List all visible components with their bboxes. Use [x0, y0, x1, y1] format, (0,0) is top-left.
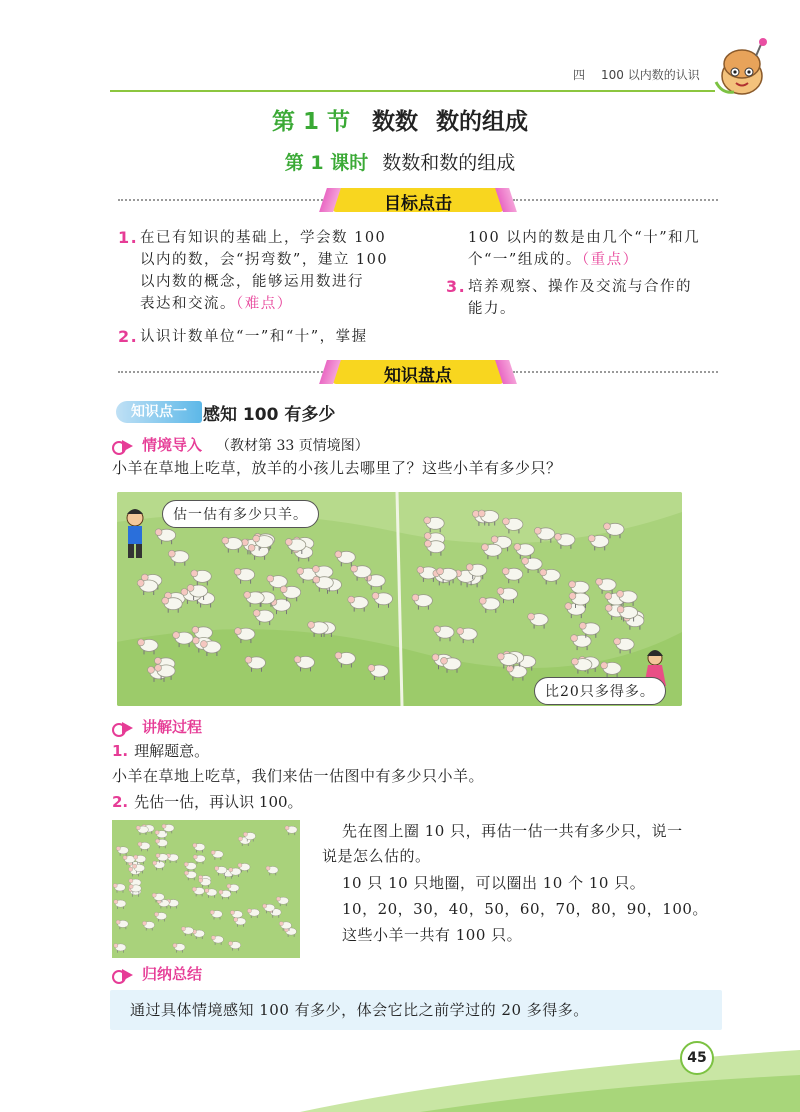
- goal-item-3: 3. 培养观察、操作及交流与合作的 能力。: [446, 277, 692, 317]
- difficulty-tag: （难点）: [236, 296, 293, 312]
- step-2-heading: 2. 先估一估，再认识 100。: [112, 793, 303, 811]
- pointer-arrow-icon: [112, 969, 136, 981]
- step-1-heading: 1. 理解题意。: [112, 742, 210, 760]
- page-number: 45: [680, 1041, 714, 1075]
- situation-heading: 情境导入 （教材第 33 页情境图）: [112, 434, 369, 455]
- chapter-title: 100 以内数的认识: [601, 68, 700, 82]
- textbook-reference: （教材第 33 页情境图）: [216, 438, 369, 454]
- footer-wave: [0, 1030, 800, 1112]
- speech-bubble-boy: 估一估有多少只羊。: [162, 500, 319, 528]
- situation-question: 小羊在草地上吃草，放羊的小孩儿去哪里了？这些小羊有多少只？: [112, 459, 562, 477]
- section-label: 第 1 节: [271, 109, 351, 135]
- chapter-number: 四: [573, 68, 586, 82]
- pointer-arrow-icon: [112, 440, 136, 452]
- goal-item-2-continued: 100 以内的数是由几个“十”和几 个“一”组成的。（重点）: [468, 230, 701, 268]
- lesson-title: [0, 148, 800, 175]
- speech-bubble-girl: 比20只多得多。: [534, 677, 666, 705]
- goals-section-bar: [118, 188, 718, 212]
- section-title-b: 数的组成: [436, 109, 529, 135]
- explain-heading: 讲解过程: [112, 716, 202, 737]
- explain-paragraph-2: 10 只 10 只地圈，可以圈出 10 个 10 只。: [342, 874, 646, 892]
- knowledge-point-title: 感知 100 有多少: [203, 405, 336, 425]
- running-header: [573, 66, 700, 83]
- explain-conclusion: 这些小羊一共有 100 只。: [342, 926, 523, 944]
- goal-item-2: 2. 认识计数单位“一”和“十”，掌握: [118, 327, 368, 346]
- lesson-title-text: 数数和数的组成: [382, 152, 516, 174]
- mascot-icon: [712, 36, 772, 98]
- summary-heading: 归纳总结: [112, 963, 202, 984]
- step-1-text: 小羊在草地上吃草，我们来估一估图中有多少只小羊。: [112, 767, 485, 785]
- summary-text: 通过具体情境感知 100 有多少，体会它比之前学过的 20 多得多。: [130, 1001, 589, 1019]
- circled-sheep-illustration: [112, 820, 300, 958]
- explain-paragraph-1: 先在图上圈 10 只，再估一估一共有多少只，说一: [342, 822, 683, 840]
- goals-heading: 目标点击: [384, 194, 452, 214]
- knowledge-heading: 知识盘点: [384, 366, 452, 386]
- knowledge-section-bar: [118, 360, 718, 384]
- header-rule: [110, 90, 715, 92]
- key-point-tag: （重点）: [581, 252, 639, 268]
- knowledge-point-badge: 知识点一: [116, 401, 202, 423]
- summary-box: [110, 990, 722, 1030]
- section-title-a: 数数: [372, 109, 419, 135]
- section-title: [0, 103, 800, 136]
- goal-item-1: 1. 在已有知识的基础上，学会数 100 以内的数，会“拐弯数”，建立 100 以内数的概念，能够运用数进行 表达和交流。（难点）: [118, 228, 389, 312]
- lesson-label: 第 1 课时: [284, 152, 369, 174]
- explain-paragraph-1-cont: 说是怎么估的。: [322, 847, 431, 865]
- pointer-arrow-icon: [112, 722, 136, 734]
- count-sequence: 10，20，30，40，50，60，70，80，90，100。: [342, 900, 708, 918]
